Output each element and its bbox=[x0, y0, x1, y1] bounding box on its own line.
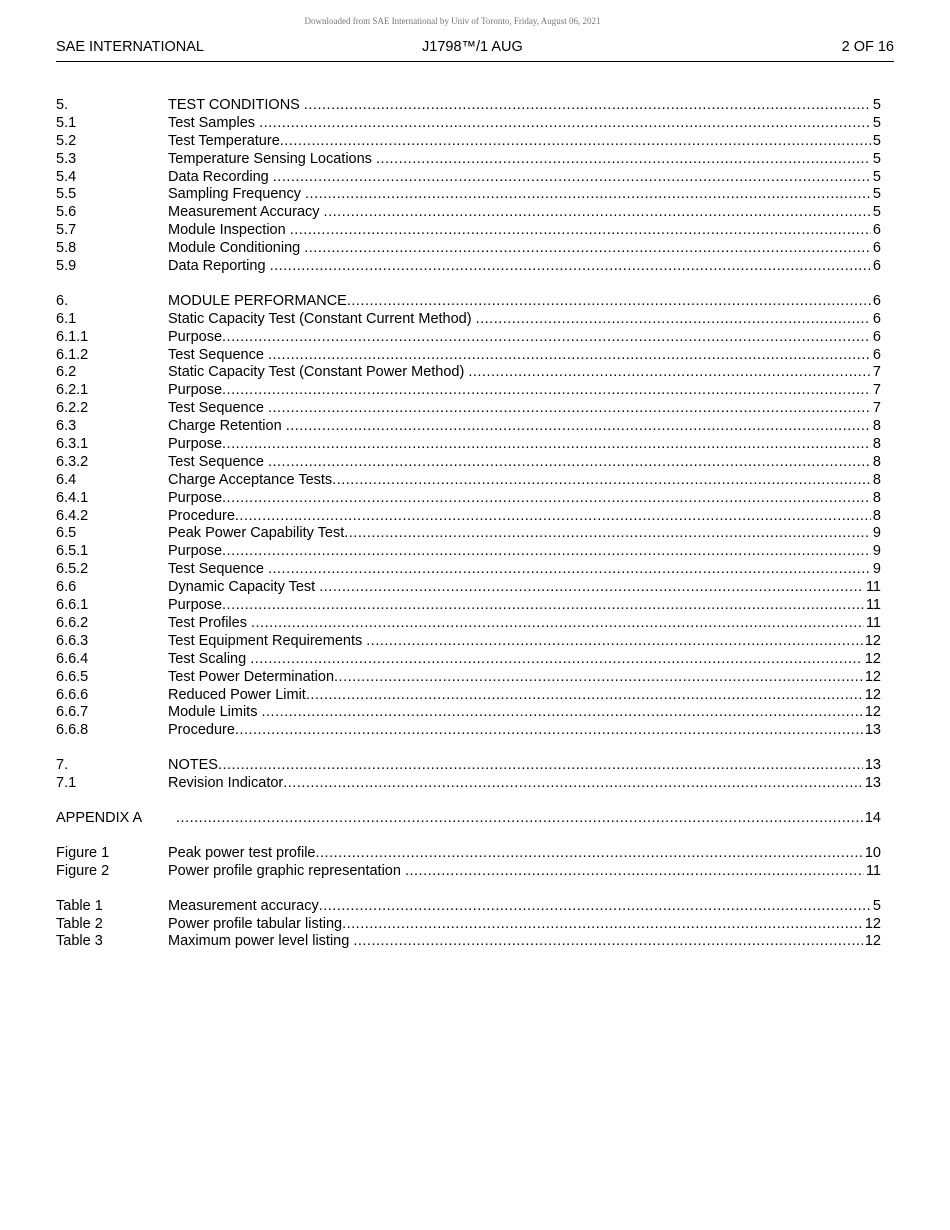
toc-entry-page: 6 bbox=[872, 346, 881, 363]
toc-entry-number: 5.9 bbox=[56, 258, 77, 275]
toc-dot-leader bbox=[283, 775, 863, 793]
toc-entry-number: 6.6 bbox=[56, 579, 77, 596]
toc-entry-number: Table 3 bbox=[56, 933, 103, 950]
toc-entry[interactable] bbox=[56, 722, 881, 740]
toc-entry-page: 11 bbox=[865, 614, 881, 631]
toc-entry-page: 12 bbox=[864, 915, 881, 932]
toc-entry-title: TEST CONDITIONS bbox=[168, 97, 304, 113]
toc-entry-page: 12 bbox=[864, 686, 881, 703]
toc-entry-page: 8 bbox=[872, 418, 881, 435]
toc-entry-title: Purpose bbox=[168, 382, 223, 399]
toc-dot-leader bbox=[353, 933, 863, 951]
toc-entry-number: Figure 1 bbox=[56, 844, 110, 861]
toc-entry-title: Test Profiles bbox=[168, 614, 251, 631]
toc-entry-number: 6.3.1 bbox=[56, 436, 89, 453]
toc-dot-leader bbox=[324, 204, 871, 222]
toc-group bbox=[56, 757, 881, 793]
page-header bbox=[56, 39, 894, 62]
toc-entry-title: Purpose bbox=[168, 597, 223, 614]
toc-entry-page: 12 bbox=[864, 704, 881, 721]
toc-entry-number: 5.1 bbox=[56, 114, 77, 131]
toc-entry-line bbox=[168, 597, 881, 615]
toc-dot-leader bbox=[290, 222, 871, 240]
toc-entry-page: 13 bbox=[864, 757, 881, 774]
toc-entry-title: Test Sequence bbox=[168, 346, 268, 363]
toc-entry-page: 5 bbox=[872, 97, 881, 113]
toc-entry-page: 6 bbox=[872, 328, 881, 345]
toc-entry[interactable] bbox=[56, 311, 881, 329]
toc-entry[interactable] bbox=[56, 204, 881, 222]
toc-entry-page: 6 bbox=[872, 292, 881, 309]
toc-entry[interactable] bbox=[56, 508, 881, 526]
toc-entry-line bbox=[168, 704, 881, 722]
toc-entry[interactable] bbox=[56, 347, 881, 365]
header-page-number: 2 OF 16 bbox=[841, 39, 894, 55]
toc-entry-number: 5.7 bbox=[56, 222, 77, 239]
toc-entry-number: 5.4 bbox=[56, 168, 77, 185]
toc-entry[interactable] bbox=[56, 633, 881, 651]
toc-entry-title: Measurement Accuracy bbox=[168, 204, 324, 221]
toc-entry-page: 9 bbox=[872, 525, 881, 542]
toc-entry-line bbox=[168, 133, 881, 151]
toc-dot-leader bbox=[259, 115, 871, 133]
toc-entry[interactable] bbox=[56, 115, 881, 133]
toc-entry[interactable] bbox=[56, 933, 881, 951]
toc-entry[interactable] bbox=[56, 579, 881, 597]
toc-entry-number: 6. bbox=[56, 292, 69, 309]
toc-dot-leader bbox=[268, 561, 871, 579]
toc-dot-leader bbox=[250, 651, 863, 669]
toc-dot-leader bbox=[235, 722, 863, 740]
toc-entry-line bbox=[168, 508, 881, 526]
toc-entry-page: 8 bbox=[872, 436, 881, 453]
toc-entry-title: Sampling Frequency bbox=[168, 186, 306, 203]
toc-entry-title: Procedure bbox=[168, 722, 235, 739]
toc-entry[interactable] bbox=[56, 525, 881, 543]
toc-entry-page: 8 bbox=[872, 453, 881, 470]
toc-entry-line bbox=[168, 169, 881, 187]
toc-entry-number: 6.3.2 bbox=[56, 453, 89, 470]
toc-entry-title: Test Equipment Requirements bbox=[168, 632, 367, 649]
toc-dot-leader bbox=[268, 400, 871, 418]
toc-entry[interactable] bbox=[56, 418, 881, 436]
toc-entry-page: 9 bbox=[872, 543, 881, 560]
toc-entry-number: 5.6 bbox=[56, 204, 77, 221]
toc-entry-line bbox=[168, 722, 881, 740]
toc-entry[interactable] bbox=[56, 845, 881, 863]
toc-entry-title: Peak power test profile bbox=[168, 844, 316, 861]
toc-dot-leader bbox=[222, 543, 871, 561]
toc-entry-title: Reduced Power Limit bbox=[168, 686, 306, 703]
toc-dot-leader bbox=[273, 169, 871, 187]
toc-entry-number: 6.1 bbox=[56, 310, 77, 327]
toc-entry-line bbox=[168, 311, 881, 329]
toc-entry-line bbox=[168, 364, 881, 382]
toc-entry-title: Purpose bbox=[168, 436, 223, 453]
header-doc-id: J1798™/1 AUG bbox=[422, 39, 523, 55]
toc-entry[interactable] bbox=[56, 329, 881, 347]
toc-entry[interactable] bbox=[56, 133, 881, 151]
toc-entry-line bbox=[168, 633, 881, 651]
toc-entry-page: 7 bbox=[872, 400, 881, 417]
toc-dot-leader bbox=[235, 508, 871, 526]
toc-entry-title: Peak Power Capability Test bbox=[168, 525, 345, 542]
toc-entry-title: Purpose bbox=[168, 543, 223, 560]
toc-dot-leader bbox=[476, 311, 871, 329]
toc-dot-leader bbox=[332, 472, 871, 490]
toc-entry-line bbox=[168, 898, 881, 916]
toc-dot-leader bbox=[405, 863, 864, 881]
toc-entry-page: 13 bbox=[864, 722, 881, 739]
toc-entry-number: 6.6.6 bbox=[56, 686, 89, 703]
toc-entry[interactable] bbox=[56, 615, 881, 633]
toc-entry-title: Measurement accuracy bbox=[168, 897, 319, 914]
toc-entry-line bbox=[168, 258, 881, 276]
toc-entry-line bbox=[168, 490, 881, 508]
toc-entry-line bbox=[168, 757, 881, 775]
toc-entry-line bbox=[168, 669, 881, 687]
toc-entry-number: 5.3 bbox=[56, 150, 77, 167]
toc-entry-page: 6 bbox=[872, 240, 881, 257]
toc-dot-leader bbox=[222, 597, 864, 615]
toc-dot-leader bbox=[304, 240, 871, 258]
toc-entry-title: Test Sequence bbox=[168, 400, 268, 417]
toc-entry-line bbox=[168, 347, 881, 365]
toc-entry-number: 5. bbox=[56, 97, 69, 113]
toc-entry-page: 8 bbox=[872, 471, 881, 488]
toc-entry-number: 6.1.1 bbox=[56, 328, 89, 345]
toc-entry[interactable] bbox=[56, 293, 881, 311]
toc-entry-title: Test Sequence bbox=[168, 561, 268, 578]
toc-entry-number: 6.6.5 bbox=[56, 668, 89, 685]
toc-entry-number: 7.1 bbox=[56, 775, 77, 792]
toc-entry-line bbox=[168, 400, 881, 418]
toc-entry-title: Static Capacity Test (Constant Current Method) bbox=[168, 310, 476, 327]
toc-entry-line bbox=[168, 863, 881, 881]
toc-entry-number: Figure 2 bbox=[56, 862, 110, 879]
toc-dot-leader bbox=[222, 490, 871, 508]
toc-entry[interactable] bbox=[56, 687, 881, 705]
toc-dot-leader bbox=[268, 347, 871, 365]
toc-entry-line bbox=[168, 687, 881, 705]
toc-entry-title: Power profile tabular listing bbox=[168, 915, 343, 932]
toc-entry-title: Module Limits bbox=[168, 704, 262, 721]
toc-entry-title: Maximum power level listing bbox=[168, 933, 354, 950]
toc-entry[interactable] bbox=[56, 651, 881, 669]
toc-entry-page: 10 bbox=[864, 844, 881, 861]
toc-entry-page: 5 bbox=[872, 204, 881, 221]
toc-entry-line bbox=[168, 151, 881, 169]
toc-entry-title: Static Capacity Test (Constant Power Method) bbox=[168, 364, 469, 381]
toc-entry-line bbox=[168, 615, 881, 633]
toc-entry-page: 5 bbox=[872, 150, 881, 167]
toc-entry-line bbox=[168, 561, 881, 579]
toc-dot-leader bbox=[305, 186, 871, 204]
toc-entry-page: 12 bbox=[864, 668, 881, 685]
toc-entry-number: 6.2.1 bbox=[56, 382, 89, 399]
toc-dot-leader bbox=[270, 258, 871, 276]
toc-entry-page: 5 bbox=[872, 186, 881, 203]
toc-entry-number: Table 2 bbox=[56, 915, 103, 932]
toc-entry-number: 5.8 bbox=[56, 240, 77, 257]
toc-group bbox=[56, 293, 881, 740]
toc-dot-leader bbox=[304, 97, 871, 115]
toc-entry-title: Data Reporting bbox=[168, 258, 270, 275]
toc-group bbox=[56, 97, 881, 276]
toc-entry-page: 11 bbox=[865, 862, 881, 879]
toc-entry[interactable] bbox=[56, 454, 881, 472]
toc-entry[interactable] bbox=[56, 186, 881, 204]
toc-entry-line bbox=[168, 186, 881, 204]
toc-entry-line bbox=[168, 418, 881, 436]
toc-entry[interactable] bbox=[56, 97, 881, 115]
toc-entry-line bbox=[168, 382, 881, 400]
toc-dot-leader bbox=[251, 615, 864, 633]
toc-entry-line bbox=[168, 916, 881, 934]
toc-entry-line bbox=[168, 472, 881, 490]
toc-entry-title: Procedure bbox=[168, 507, 235, 524]
toc-entry-title: Temperature Sensing Locations bbox=[168, 150, 376, 167]
toc-entry-title: Test Samples bbox=[168, 114, 260, 131]
toc-entry-title: Module Inspection bbox=[168, 222, 290, 239]
toc-entry[interactable] bbox=[56, 436, 881, 454]
toc-entry-page: 11 bbox=[865, 597, 881, 614]
toc-dot-leader bbox=[176, 810, 863, 828]
toc-entry-title: Revision Indicator bbox=[168, 775, 284, 792]
toc-entry-line bbox=[168, 222, 881, 240]
toc-dot-leader bbox=[347, 293, 871, 311]
toc-entry[interactable] bbox=[56, 222, 881, 240]
toc-entry-title: Charge Acceptance Tests bbox=[168, 471, 333, 488]
toc-entry[interactable] bbox=[56, 490, 881, 508]
toc-dot-leader bbox=[319, 579, 864, 597]
toc-entry-title: Test Scaling bbox=[168, 650, 251, 667]
toc-entry-page: 13 bbox=[864, 775, 881, 792]
toc-entry-number: 6.5.2 bbox=[56, 561, 89, 578]
toc-entry-number: 6.6.7 bbox=[56, 704, 89, 721]
toc-dot-leader bbox=[344, 525, 871, 543]
toc-dot-leader bbox=[268, 454, 871, 472]
toc-entry-title: Dynamic Capacity Test bbox=[168, 579, 320, 596]
toc-entry[interactable] bbox=[56, 400, 881, 418]
toc-entry-page: 5 bbox=[872, 114, 881, 131]
toc-entry-line bbox=[168, 454, 881, 472]
toc-entry-number: 6.2.2 bbox=[56, 400, 89, 417]
toc-entry-number: 6.5.1 bbox=[56, 543, 89, 560]
header-org: SAE INTERNATIONAL bbox=[56, 39, 204, 55]
toc-entry-page: 7 bbox=[872, 382, 881, 399]
toc-entry-line bbox=[168, 293, 881, 311]
toc-entry[interactable] bbox=[56, 561, 881, 579]
toc-entry-number: 6.4.2 bbox=[56, 507, 89, 524]
toc-entry-line bbox=[168, 775, 881, 793]
toc-entry-page: 6 bbox=[872, 310, 881, 327]
toc-entry-number: 6.6.1 bbox=[56, 597, 89, 614]
toc-entry-line bbox=[168, 845, 881, 863]
toc-dot-leader bbox=[261, 704, 862, 722]
toc-entry[interactable] bbox=[56, 863, 881, 881]
toc-entry-title: Power profile graphic representation bbox=[168, 862, 405, 879]
toc-entry-page: 12 bbox=[864, 632, 881, 649]
toc-dot-leader bbox=[222, 436, 871, 454]
toc-entry-page: 6 bbox=[872, 258, 881, 275]
toc-entry-number: 6.6.2 bbox=[56, 614, 89, 631]
toc-entry-title: NOTES bbox=[168, 757, 218, 774]
toc-entry-number: APPENDIX A bbox=[56, 809, 143, 826]
toc-entry-number: 6.5 bbox=[56, 525, 77, 542]
toc-dot-leader bbox=[222, 382, 871, 400]
toc-entry[interactable] bbox=[56, 382, 881, 400]
toc-entry[interactable] bbox=[56, 916, 881, 934]
toc-entry-number: 6.6.4 bbox=[56, 650, 89, 667]
toc-entry-line bbox=[168, 240, 881, 258]
toc-entry-page: 11 bbox=[865, 579, 881, 596]
toc-entry-page: 5 bbox=[872, 168, 881, 185]
toc-entry-number: 6.1.2 bbox=[56, 346, 89, 363]
toc-entry-line bbox=[168, 933, 881, 951]
toc-entry-page: 12 bbox=[864, 650, 881, 667]
toc-dot-leader bbox=[468, 364, 871, 382]
toc-entry-page: 5 bbox=[872, 897, 881, 914]
toc-entry[interactable] bbox=[56, 169, 881, 187]
toc-dot-leader bbox=[286, 418, 871, 436]
toc-dot-leader bbox=[218, 757, 863, 775]
toc-entry-line bbox=[168, 115, 881, 133]
toc-entry-number: 6.4 bbox=[56, 471, 77, 488]
toc-entry[interactable] bbox=[56, 543, 881, 561]
toc-entry-title: Test Power Determination bbox=[168, 668, 335, 685]
toc-entry-number: 6.4.1 bbox=[56, 489, 89, 506]
toc-dot-leader bbox=[316, 845, 863, 863]
toc-dot-leader bbox=[280, 133, 871, 151]
toc-entry-line bbox=[168, 329, 881, 347]
table-of-contents bbox=[56, 97, 881, 968]
toc-entry[interactable] bbox=[56, 240, 881, 258]
toc-dot-leader bbox=[306, 687, 863, 705]
toc-entry-page: 8 bbox=[872, 489, 881, 506]
toc-entry-title: Module Conditioning bbox=[168, 240, 305, 257]
toc-entry-title: Test Temperature bbox=[168, 132, 280, 149]
toc-entry-line bbox=[168, 543, 881, 561]
download-watermark: Downloaded from SAE International by Univ of Toronto, Friday, August 06, 2021 bbox=[304, 16, 601, 26]
toc-entry-page: 12 bbox=[864, 933, 881, 950]
toc-group bbox=[56, 810, 881, 828]
toc-dot-leader bbox=[376, 151, 871, 169]
toc-dot-leader bbox=[334, 669, 863, 687]
toc-entry-page: 8 bbox=[872, 507, 881, 524]
toc-entry-line bbox=[168, 651, 881, 669]
toc-entry-page: 9 bbox=[872, 561, 881, 578]
toc-entry-page: 5 bbox=[872, 132, 881, 149]
toc-entry-page: 7 bbox=[872, 364, 881, 381]
toc-entry-title: Test Sequence bbox=[168, 453, 268, 470]
toc-entry-number: 5.2 bbox=[56, 132, 77, 149]
toc-entry-number: 6.6.3 bbox=[56, 632, 89, 649]
toc-entry-number: Table 1 bbox=[56, 897, 103, 914]
toc-entry[interactable] bbox=[56, 669, 881, 687]
toc-entry-page: 6 bbox=[872, 222, 881, 239]
toc-dot-leader bbox=[342, 916, 863, 934]
toc-entry[interactable] bbox=[56, 597, 881, 615]
toc-entry-line bbox=[168, 579, 881, 597]
toc-entry[interactable] bbox=[56, 704, 881, 722]
toc-group bbox=[56, 845, 881, 881]
toc-entry[interactable] bbox=[56, 757, 881, 775]
toc-entry-line bbox=[172, 810, 881, 828]
toc-entry-title: Purpose bbox=[168, 489, 223, 506]
toc-group bbox=[56, 898, 881, 952]
toc-entry-number: 7. bbox=[56, 757, 69, 774]
toc-entry-line bbox=[168, 204, 881, 222]
toc-dot-leader bbox=[366, 633, 863, 651]
toc-entry-line bbox=[168, 97, 881, 115]
toc-dot-leader bbox=[319, 898, 871, 916]
toc-entry-number: 6.6.8 bbox=[56, 722, 89, 739]
toc-entry-number: 5.5 bbox=[56, 186, 77, 203]
toc-entry-title: Purpose bbox=[168, 328, 223, 345]
toc-entry[interactable] bbox=[56, 151, 881, 169]
toc-entry-number: 6.3 bbox=[56, 418, 77, 435]
toc-entry[interactable] bbox=[56, 775, 881, 793]
toc-entry-line bbox=[168, 436, 881, 454]
toc-entry-number: 6.2 bbox=[56, 364, 77, 381]
toc-entry[interactable] bbox=[56, 898, 881, 916]
toc-entry-title: Charge Retention bbox=[168, 418, 286, 435]
toc-entry-title: MODULE PERFORMANCE bbox=[168, 292, 347, 309]
toc-dot-leader bbox=[222, 329, 871, 347]
toc-entry[interactable] bbox=[56, 364, 881, 382]
toc-entry[interactable] bbox=[56, 472, 881, 490]
toc-entry-page: 14 bbox=[864, 809, 881, 826]
toc-entry[interactable] bbox=[56, 810, 881, 828]
toc-entry[interactable] bbox=[56, 258, 881, 276]
toc-entry-line bbox=[168, 525, 881, 543]
toc-entry-title: Data Recording bbox=[168, 168, 273, 185]
